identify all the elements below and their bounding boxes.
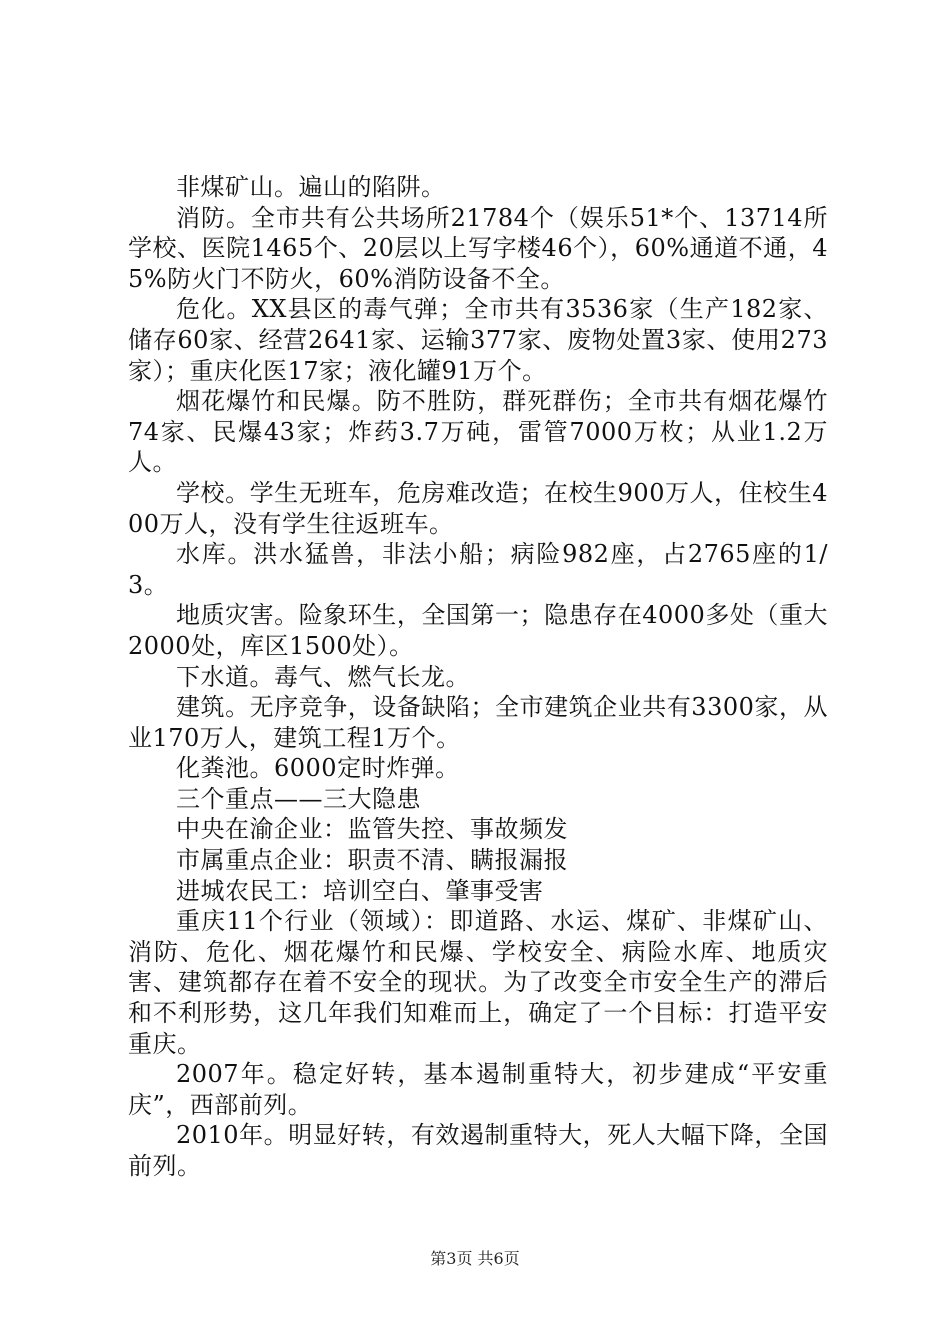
document-body — [128, 172, 828, 1182]
paragraph-municipal-enterprises: 市属重点企业：职责不清、瞒报漏报 — [176, 846, 568, 875]
paragraph-central-enterprises: 中央在渝企业：监管失控、事故频发 — [176, 815, 568, 844]
paragraph-non-coal-mines: 非煤矿山。遍山的陷阱。 — [176, 173, 446, 201]
page-number-footer: 第3页 共6页 — [430, 1249, 520, 1268]
paragraph-hazardous-chemicals: 危化。XX县区的毒气弹；全市共有3536家（生产182家、储存60家、经营2641家、运输377家、废物处置3家、使用273家）；重庆化医17家；液化罐91万个。 — [128, 295, 828, 385]
paragraph-reservoirs: 水库。洪水猛兽，非法小船；病险982座，占2765座的1/3。 — [128, 540, 828, 599]
paragraph-goal-2010: 2010年。明显好转，有效遏制重特大，死人大幅下降，全国前列。 — [128, 1121, 828, 1180]
paragraph-geological-hazards: 地质灾害。险象环生，全国第一；隐患存在4000多处（重大2000处，库区1500处）。 — [128, 601, 828, 660]
paragraph-migrant-workers: 进城农民工：培训空白、肇事受害 — [176, 876, 544, 905]
paragraph-goal-2007: 2007年。稳定好转，基本遏制重特大，初步建成“平安重庆”，西部前列。 — [128, 1060, 828, 1119]
paragraph-schools: 学校。学生无班车，危房难改造；在校生900万人，住校生400万人，没有学生往返班车。 — [128, 478, 828, 538]
paragraph-fireworks-explosives: 烟花爆竹和民爆。防不胜防，群死群伤；全市共有烟花爆竹74家、民爆43家；炸药3.7万砘，雷管7000万枚；从业1.2万人。 — [128, 387, 828, 477]
paragraph-septic-tanks: 化粪池。6000定时炸弹。 — [176, 754, 460, 783]
paragraph-three-key-points: 三个重点——三大隐患 — [176, 784, 421, 813]
paragraph-construction: 建筑。无序竞争，设备缺陷；全市建筑企业共有3300家，从业170万人，建筑工程1万个。 — [128, 693, 828, 752]
paragraph-fire-protection: 消防。全市共有公共场所21784个（娱乐51*个、13714所学校、医院1465个、20层以上写字楼46个），60%通道不通，45%防火门不防火，60%消防设备不全。 — [128, 203, 828, 293]
paragraph-sewers: 下水道。毒气、燃气长龙。 — [176, 662, 470, 691]
paragraph-eleven-industries: 重庆11个行业（领域）：即道路、水运、煤矿、非煤矿山、消防、危化、烟花爆竹和民爆、学校安全、病险水库、地质灾害、建筑都存在着不安全的现状。为了改变全市安全生产的滞后和不利形势，这几年我们知难而上，确定了一个目标：打造平安重庆。 — [128, 907, 828, 1058]
